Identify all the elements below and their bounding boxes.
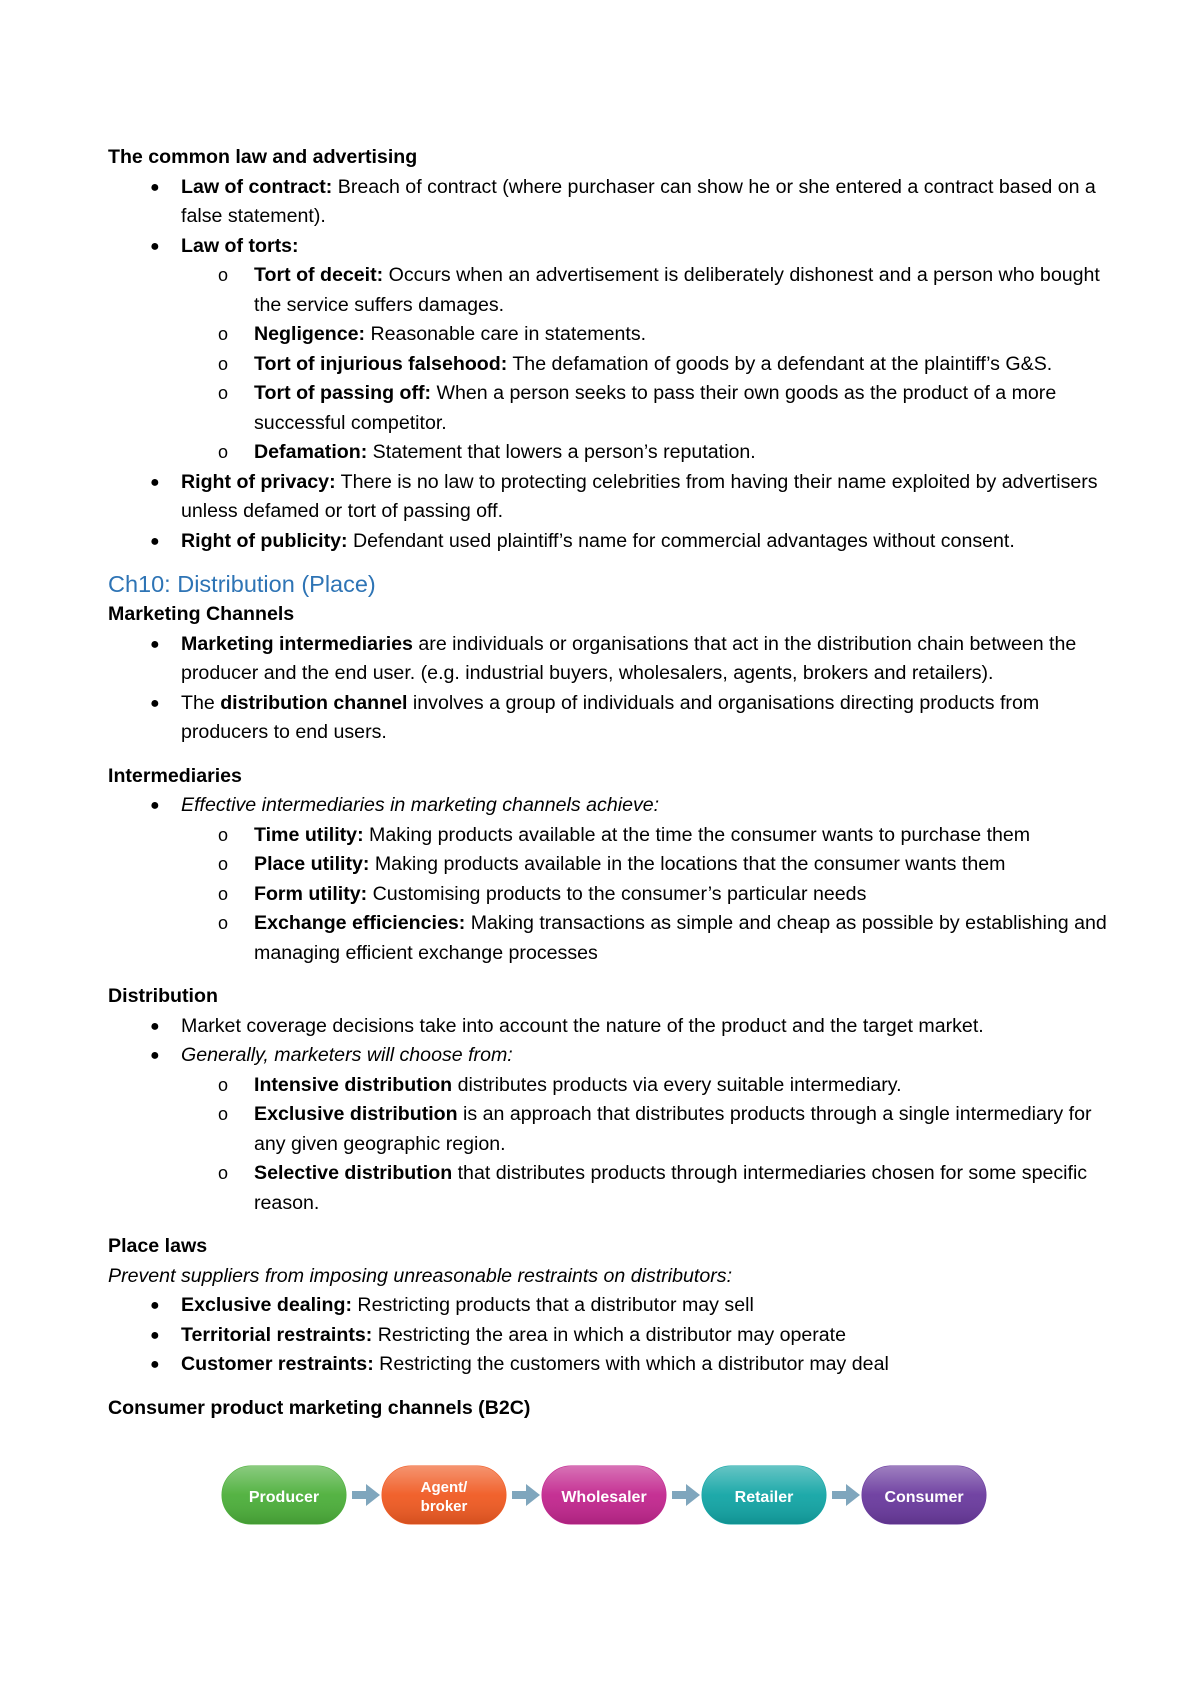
circle-bullet-icon: o	[218, 442, 229, 462]
sub-list-item	[108, 438, 1108, 468]
b2c-flow-svg	[220, 1462, 990, 1528]
list-item	[108, 1012, 1108, 1042]
term: Tort of deceit:	[254, 264, 384, 286]
term: Law of torts:	[181, 234, 299, 257]
bullet-icon: ●	[150, 178, 160, 196]
node-label: Producer	[248, 1489, 320, 1506]
definition: Restricting the customers with which a distributor may deal	[373, 1353, 889, 1375]
arrow-right-icon	[672, 1484, 700, 1506]
definition: When a person seeks to pass their own goods as the product of a more successful competitor.	[254, 382, 1057, 434]
intermediaries-list	[108, 791, 1108, 968]
utilities-sublist	[181, 821, 1108, 969]
sub-list-item	[108, 1159, 1108, 1218]
definition: Occurs when an advertisement is deliberately dishonest and a person who bought the service suffers damages.	[254, 264, 1100, 316]
definition: Reasonable care in statements.	[365, 323, 647, 345]
definition: The defamation of goods by a defendant at the plaintiff’s G&S.	[507, 352, 1053, 375]
sub-list-item	[108, 1100, 1108, 1159]
definition: Making products available at the time the consumer wants to purchase them	[363, 823, 1031, 846]
definition: distributes products via every suitable intermediary.	[452, 1073, 902, 1096]
list-item	[108, 1350, 1108, 1380]
definition: Making transactions as simple and cheap as possible by establishing and managing efficient exchange processes	[254, 912, 1107, 964]
arrow-right-icon	[512, 1484, 540, 1506]
place-laws-list	[108, 1291, 1108, 1380]
term: Selective distribution	[254, 1162, 453, 1184]
definition: that distributes products through intermediaries chosen for some specific reason.	[254, 1162, 1088, 1214]
node-label-line-1: Agent/	[420, 1479, 468, 1496]
definition: Restricting products that a distributor may sell	[351, 1294, 754, 1316]
term: Defamation:	[254, 441, 368, 463]
term: Tort of injurious falsehood:	[254, 352, 508, 375]
node-label: Retailer	[734, 1489, 794, 1506]
bullet-icon: ●	[150, 473, 160, 491]
chapter-heading: Ch10: Distribution (Place)	[108, 571, 376, 597]
place-laws-intro: Prevent suppliers from imposing unreasonable restraints on distributors:	[108, 1264, 733, 1287]
circle-bullet-icon: o	[218, 854, 229, 874]
definition: Breach of contract (where purchaser can show he or she entered a contract based on a false statement).	[181, 175, 1096, 227]
list-item	[108, 468, 1108, 527]
node-retailer	[702, 1466, 826, 1524]
arrow-right-icon	[352, 1484, 380, 1506]
definition: Statement that lowers a person’s reputation.	[367, 441, 756, 463]
term: Exchange efficiencies:	[254, 912, 466, 934]
sub-list-item	[108, 880, 1108, 910]
section-heading-marketing-channels: Marketing Channels	[108, 603, 295, 625]
document-content	[108, 143, 1108, 1423]
sub-list-item	[108, 350, 1108, 380]
circle-bullet-icon: o	[218, 383, 229, 403]
section-heading-common-law: The common law and advertising	[108, 146, 418, 168]
bullet-icon: ●	[150, 532, 160, 550]
term: Exclusive dealing:	[181, 1294, 352, 1316]
circle-bullet-icon: o	[218, 324, 229, 344]
sub-list-item	[108, 821, 1108, 851]
torts-sublist	[181, 261, 1108, 468]
node-wholesaler	[542, 1466, 666, 1524]
section-heading-place-laws: Place laws	[108, 1235, 208, 1257]
common-law-list	[108, 173, 1108, 557]
list-text: Market coverage decisions take into account the nature of the product and the target market.	[181, 1014, 984, 1037]
circle-bullet-icon: o	[218, 353, 229, 374]
marketing-channels-list	[108, 630, 1108, 748]
circle-bullet-icon: o	[218, 265, 229, 285]
node-agent-broker	[382, 1466, 506, 1524]
definition: are individuals or organisations that act in the distribution chain between the producer and the end user. (e.g. industrial buyers, wholesalers, agents, brokers and retailers).	[181, 632, 1077, 684]
definition: is an approach that distributes products through a single intermediary for any given geographic region.	[254, 1103, 1092, 1155]
bullet-icon: ●	[150, 1326, 160, 1344]
sub-list-item	[108, 850, 1108, 880]
term: Exclusive distribution	[254, 1103, 458, 1125]
circle-bullet-icon: o	[218, 1104, 229, 1124]
term: Intensive distribution	[254, 1073, 453, 1096]
definition: There is no law to protecting celebrities from having their name exploited by advertisers unless defamed or tort of passing off.	[181, 470, 1098, 522]
definition: Making products available in the locations that the consumer wants them	[369, 853, 1006, 875]
list-item	[108, 173, 1108, 232]
node-label: Consumer	[884, 1489, 964, 1506]
list-item	[108, 791, 1108, 968]
term: Negligence:	[254, 323, 366, 345]
term: Right of privacy:	[181, 470, 336, 493]
bullet-icon: ●	[150, 1297, 160, 1314]
text-prefix: The	[181, 691, 221, 714]
section-heading-distribution: Distribution	[108, 985, 218, 1007]
lead-text: Generally, marketers will choose from:	[181, 1044, 513, 1066]
circle-bullet-icon: o	[218, 1074, 229, 1095]
list-item	[108, 232, 1108, 468]
distribution-types-sublist	[181, 1071, 1108, 1219]
list-item	[108, 630, 1108, 689]
section-heading-intermediaries: Intermediaries	[108, 764, 242, 787]
term: distribution channel	[220, 691, 408, 714]
list-item	[108, 1291, 1108, 1321]
b2c-channel-diagram	[220, 1462, 990, 1528]
definition: Defendant used plaintiff’s name for commercial advantages without consent.	[347, 529, 1015, 552]
bullet-icon: ●	[150, 694, 160, 712]
term: Form utility:	[254, 882, 368, 905]
term: Time utility:	[254, 823, 364, 846]
sub-list-item	[108, 379, 1108, 438]
term: Place utility:	[254, 853, 370, 875]
definition: Restricting the area in which a distributor may operate	[372, 1323, 847, 1346]
lead-text: Effective intermediaries in marketing channels achieve:	[181, 794, 660, 816]
definition: Customising products to the consumer’s particular needs	[367, 882, 867, 905]
node-label-line-2: broker	[420, 1498, 468, 1515]
bullet-icon: ●	[150, 237, 160, 255]
circle-bullet-icon: o	[218, 883, 229, 904]
section-heading-b2c: Consumer product marketing channels (B2C)	[108, 1396, 531, 1419]
circle-bullet-icon: o	[218, 913, 229, 933]
arrow-right-icon	[832, 1484, 860, 1506]
bullet-icon: ●	[150, 1047, 160, 1064]
list-item	[108, 689, 1108, 748]
list-item	[108, 527, 1108, 557]
bullet-icon: ●	[150, 797, 160, 814]
term: Marketing intermediaries	[181, 632, 413, 655]
sub-list-item	[108, 1071, 1108, 1101]
term: Law of contract:	[181, 175, 333, 198]
sub-list-item	[108, 320, 1108, 350]
bullet-icon: ●	[150, 1356, 160, 1373]
definition: involves a group of individuals and organisations directing products from producers to end users.	[181, 691, 1040, 743]
term: Tort of passing off:	[254, 382, 432, 404]
bullet-icon: ●	[150, 635, 160, 653]
list-item	[108, 1321, 1108, 1351]
list-item	[108, 1041, 1108, 1218]
term: Customer restraints:	[181, 1353, 374, 1375]
term: Territorial restraints:	[181, 1323, 373, 1346]
circle-bullet-icon: o	[218, 824, 229, 845]
sub-list-item	[108, 261, 1108, 320]
bullet-icon: ●	[150, 1017, 160, 1035]
distribution-list	[108, 1012, 1108, 1219]
circle-bullet-icon: o	[218, 1163, 229, 1183]
sub-list-item	[108, 909, 1108, 968]
node-consumer	[862, 1466, 986, 1524]
node-label: Wholesaler	[561, 1489, 647, 1506]
node-producer	[222, 1466, 346, 1524]
term: Right of publicity:	[181, 529, 348, 552]
